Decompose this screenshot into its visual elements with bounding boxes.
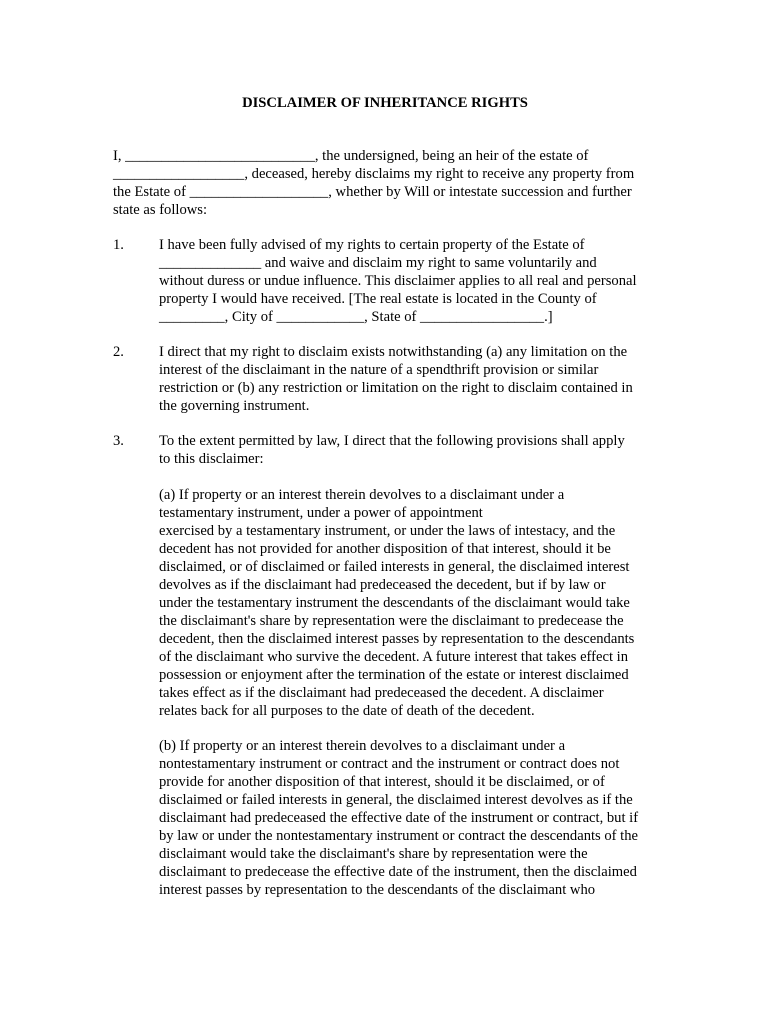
- item-line: interest of the disclaimant in the nature of a spendthrift provision or similar: [159, 362, 599, 378]
- para-line: nontestamentary instrument or contract and the instrument or contract does not: [159, 756, 620, 772]
- item-line: the governing instrument.: [159, 398, 310, 414]
- item-line: property I would have received. [The real estate is located in the County of: [159, 291, 597, 307]
- item-number: 3.: [113, 433, 124, 449]
- sub-paragraph-a: [159, 486, 634, 720]
- item-number: 2.: [113, 344, 124, 360]
- document-title: DISCLAIMER OF INHERITANCE RIGHTS: [242, 95, 528, 111]
- para-line: takes effect as if the disclaimant had predeceased the decedent. A disclaimer: [159, 685, 604, 701]
- para-line: interest passes by representation to the descendants of the disclaimant who: [159, 882, 596, 898]
- item-line: I direct that my right to disclaim exists notwithstanding (a) any limitation on the: [159, 344, 628, 360]
- intro-line: the Estate of ___________________, whether by Will or intestate succession and further: [113, 184, 632, 200]
- para-line: (b) If property or an interest therein devolves to a disclaimant under a: [159, 738, 566, 754]
- para-line: the disclaimant's share by representation were the disclaimant to predecease the: [159, 613, 624, 629]
- item-line: ______________ and waive and disclaim my right to same voluntarily and: [159, 255, 597, 271]
- item-line: to this disclaimer:: [159, 451, 264, 467]
- para-line: disclaimed or failed interests in general, the disclaimed interest devolves as if the: [159, 792, 633, 808]
- para-line: disclaimant to predecease the effective date of the instrument, then the disclaimed: [159, 864, 637, 880]
- intro-line: __________________, deceased, hereby disclaims my right to receive any property from: [113, 166, 635, 182]
- item-number: 1.: [113, 237, 124, 253]
- item-line: without duress or undue influence. This disclaimer applies to all real and personal: [159, 273, 637, 289]
- para-line: decedent, then the disclaimed interest passes by representation to the descendants: [159, 631, 635, 647]
- para-line: testamentary instrument, under a power of appointment: [159, 505, 483, 521]
- para-line: of the disclaimant who survive the decedent. A future interest that takes effect in: [159, 649, 629, 665]
- item-3-paragraph: [159, 432, 625, 468]
- para-line: possession or enjoyment after the termination of the estate or interest disclaimed: [159, 667, 629, 683]
- para-line: under the testamentary instrument the descendants of the disclaimant would take: [159, 595, 630, 611]
- intro-line: I, __________________________, the undersigned, being an heir of the estate of: [113, 148, 589, 164]
- para-line: by law or under the nontestamentary instrument or contract the descendants of the: [159, 828, 639, 844]
- para-line: devolves as if the disclaimant had predeceased the decedent, but if by law or: [159, 577, 606, 593]
- para-line: disclaimant would take the disclaimant's share by representation were the: [159, 846, 588, 862]
- item-line: restriction or (b) any restriction or limitation on the right to disclaim contained in: [159, 380, 633, 396]
- para-line: relates back for all purposes to the date of death of the decedent.: [159, 703, 535, 719]
- para-line: decedent has not provided for another disposition of that interest, should it be: [159, 541, 611, 557]
- intro-paragraph: [113, 147, 634, 219]
- item-line: I have been fully advised of my rights to certain property of the Estate of: [159, 237, 585, 253]
- para-line: (a) If property or an interest therein devolves to a disclaimant under a: [159, 487, 565, 503]
- para-line: disclaimed, or of disclaimed or failed interests in general, the disclaimed interest: [159, 559, 630, 575]
- para-line: provide for another disposition of that interest, should it be disclaimed, or of: [159, 774, 605, 790]
- intro-line: state as follows:: [113, 202, 208, 218]
- sub-paragraph-b: [159, 737, 638, 899]
- para-line: exercised by a testamentary instrument, or under the laws of intestacy, and the: [159, 523, 616, 539]
- para-line: disclaimant had predeceased the effective date of the instrument or contract, but if: [159, 810, 639, 826]
- item-line: _________, City of ____________, State of _________________.]: [159, 309, 553, 325]
- item-2-paragraph: [159, 343, 633, 415]
- item-line: To the extent permitted by law, I direct that the following provisions shall apply: [159, 433, 625, 449]
- item-1-paragraph: [159, 236, 637, 326]
